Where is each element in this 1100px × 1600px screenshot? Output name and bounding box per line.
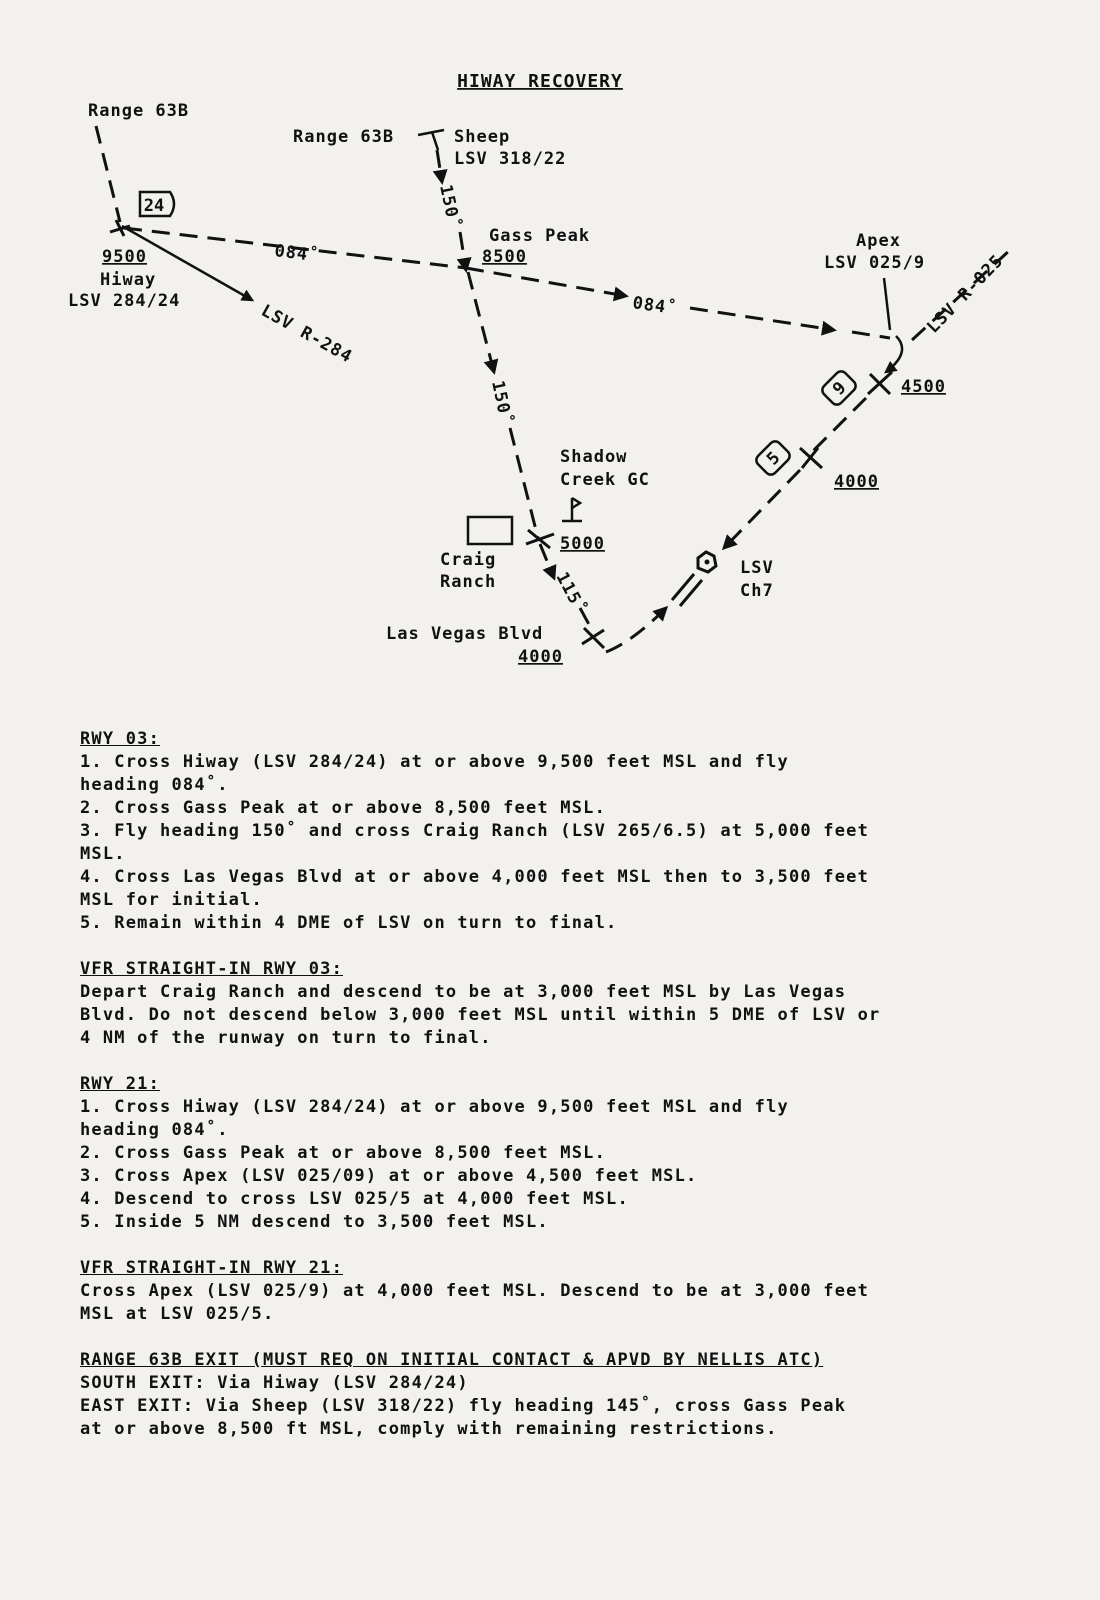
gasspeak-apex-route-2	[690, 308, 834, 330]
lsv-r284-label: LSV R-284	[257, 300, 356, 368]
section-rwy03	[80, 728, 1040, 935]
procedure-line: Depart Craig Ranch and descend to be at 3,000 feet MSL by Las Vegas	[80, 982, 847, 1002]
shadow-creek-label-line2: Creek GC	[560, 470, 650, 490]
section-vfr-straight-in-rwy03	[80, 958, 1040, 1050]
sheep-radial: LSV 318/22	[454, 149, 567, 169]
runway-marking	[680, 580, 702, 606]
procedure-line: 2. Cross Gass Peak at or above 8,500 feet MSL.	[80, 1143, 607, 1163]
lsv-r025-label: LSV R-025	[923, 250, 1008, 338]
procedure-line: Cross Apex (LSV 025/9) at 4,000 feet MSL. Descend to be at 3,000 feet	[80, 1281, 870, 1301]
gass-peak-name: Gass Peak	[489, 226, 591, 246]
shadow-creek-label-line1: Shadow	[560, 447, 628, 467]
heading-115-label: 115˚	[551, 568, 591, 619]
apex-altitude: 4500	[901, 377, 946, 397]
lv-blvd-altitude: 4000	[518, 647, 563, 667]
range63b-west-label: Range 63B	[88, 101, 190, 121]
procedure-line: MSL at LSV 025/5.	[80, 1304, 275, 1324]
chart-title: HIWAY RECOVERY	[457, 71, 623, 92]
hiway-altitude: 9500	[102, 247, 147, 267]
apex-name: Apex	[856, 231, 901, 251]
section-vfr-straight-in-rwy21	[80, 1257, 1040, 1326]
range63b-west-route	[96, 126, 120, 222]
dme5-altitude: 4000	[834, 472, 879, 492]
sheep-gasspeak-route	[460, 232, 466, 270]
craig-ranch-altitude: 5000	[560, 534, 605, 554]
apex-dme5-route	[810, 398, 866, 454]
lv-blvd-name: Las Vegas Blvd	[386, 624, 544, 644]
section-heading: VFR STRAIGHT-IN RWY 21:	[80, 1258, 344, 1278]
procedure-text	[80, 728, 1040, 1464]
procedure-line: heading 084˚.	[80, 1120, 229, 1140]
procedure-line: 5. Inside 5 NM descend to 3,500 feet MSL.	[80, 1212, 549, 1232]
procedure-line: SOUTH EXIT: Via Hiway (LSV 284/24)	[80, 1373, 469, 1393]
procedure-line: 4 NM of the runway on turn to final.	[80, 1028, 492, 1048]
craig-ranch-label-line1: Craig	[440, 550, 497, 570]
dme-9-badge-text: 9	[829, 378, 851, 400]
route-diagram	[0, 0, 1100, 700]
dme-5-badge-text: 5	[763, 448, 785, 470]
section-heading: RANGE 63B EXIT (MUST REQ ON INITIAL CONTACT & APVD BY NELLIS ATC)	[80, 1350, 824, 1370]
golf-flag-icon	[562, 498, 582, 521]
apex-leader-line	[884, 278, 890, 330]
dme-9-badge	[820, 369, 858, 407]
craig-ranch-fix-marker	[526, 534, 554, 544]
procedure-line: 1. Cross Hiway (LSV 284/24) at or above 9,500 feet MSL and fly	[80, 1097, 789, 1117]
procedure-line: 1. Cross Hiway (LSV 284/24) at or above 9,500 feet MSL and fly	[80, 752, 789, 772]
procedure-line: at or above 8,500 ft MSL, comply with remaining restrictions.	[80, 1419, 778, 1439]
gasspeak-apex-route-3	[852, 332, 890, 338]
hiway-name: Hiway	[100, 270, 157, 290]
procedure-line: 4. Descend to cross LSV 025/5 at 4,000 feet MSL.	[80, 1189, 629, 1209]
procedure-line: heading 084˚.	[80, 775, 229, 795]
section-heading: RWY 21:	[80, 1074, 161, 1094]
craigranch-lvblvd-route	[540, 544, 554, 578]
procedure-line: EAST EXIT: Via Sheep (LSV 318/22) fly heading 145˚, cross Gass Peak	[80, 1396, 847, 1416]
turn-to-final-route	[606, 608, 666, 652]
procedure-line: 5. Remain within 4 DME of LSV on turn to final.	[80, 913, 618, 933]
section-range63b-exit	[80, 1349, 1040, 1441]
hiway-radial: LSV 284/24	[68, 291, 181, 311]
dme-5-badge	[754, 439, 792, 477]
craig-ranch-box	[468, 517, 512, 544]
section-rwy21	[80, 1073, 1040, 1234]
lv-blvd-fix-marker	[582, 630, 604, 644]
vor-icon	[698, 552, 716, 572]
gass-peak-altitude: 8500	[482, 247, 527, 267]
lsv-label-line1: LSV	[740, 558, 774, 578]
sheep-gasspeak-route	[437, 150, 442, 182]
section-heading: VFR STRAIGHT-IN RWY 03:	[80, 959, 344, 979]
heading-150-label: 150˚	[435, 182, 465, 232]
craigranch-lvblvd-route	[580, 608, 592, 630]
section-heading: RWY 03:	[80, 729, 161, 749]
gasspeak-apex-route-1	[466, 268, 626, 296]
lsv-label-line2: Ch7	[740, 581, 774, 601]
heading-084-label: 084˚	[631, 293, 679, 320]
procedure-line: 3. Fly heading 150˚ and cross Craig Ranch (LSV 265/6.5) at 5,000 feet	[80, 821, 870, 841]
runway-marking	[672, 574, 694, 600]
apex-turn-route	[886, 336, 902, 372]
procedure-line: 2. Cross Gass Peak at or above 8,500 feet MSL.	[80, 798, 607, 818]
heading-084-label: 084˚	[273, 241, 321, 267]
range63b-north-label: Range 63B	[293, 127, 395, 147]
gasspeak-craigranch-route	[468, 272, 494, 372]
apex-radial: LSV 025/9	[824, 253, 926, 273]
sheep-name: Sheep	[454, 127, 511, 147]
procedure-line: Blvd. Do not descend below 3,000 feet MSL until within 5 DME of LSV or	[80, 1005, 881, 1025]
sheep-fix-marker	[432, 132, 438, 150]
procedure-line: MSL for initial.	[80, 890, 263, 910]
procedure-line: MSL.	[80, 844, 126, 864]
hiway-badge-text: 24	[143, 196, 165, 216]
procedure-line: 3. Cross Apex (LSV 025/09) at or above 4,500 feet MSL.	[80, 1166, 698, 1186]
procedure-line: 4. Cross Las Vegas Blvd at or above 4,000 feet MSL then to 3,500 feet	[80, 867, 870, 887]
gasspeak-craigranch-route	[510, 428, 538, 538]
heading-150-label: 150˚	[487, 378, 517, 428]
dme5-lsv-route	[724, 470, 800, 548]
craig-ranch-label-line2: Ranch	[440, 572, 497, 592]
hiway-badge	[140, 192, 174, 216]
